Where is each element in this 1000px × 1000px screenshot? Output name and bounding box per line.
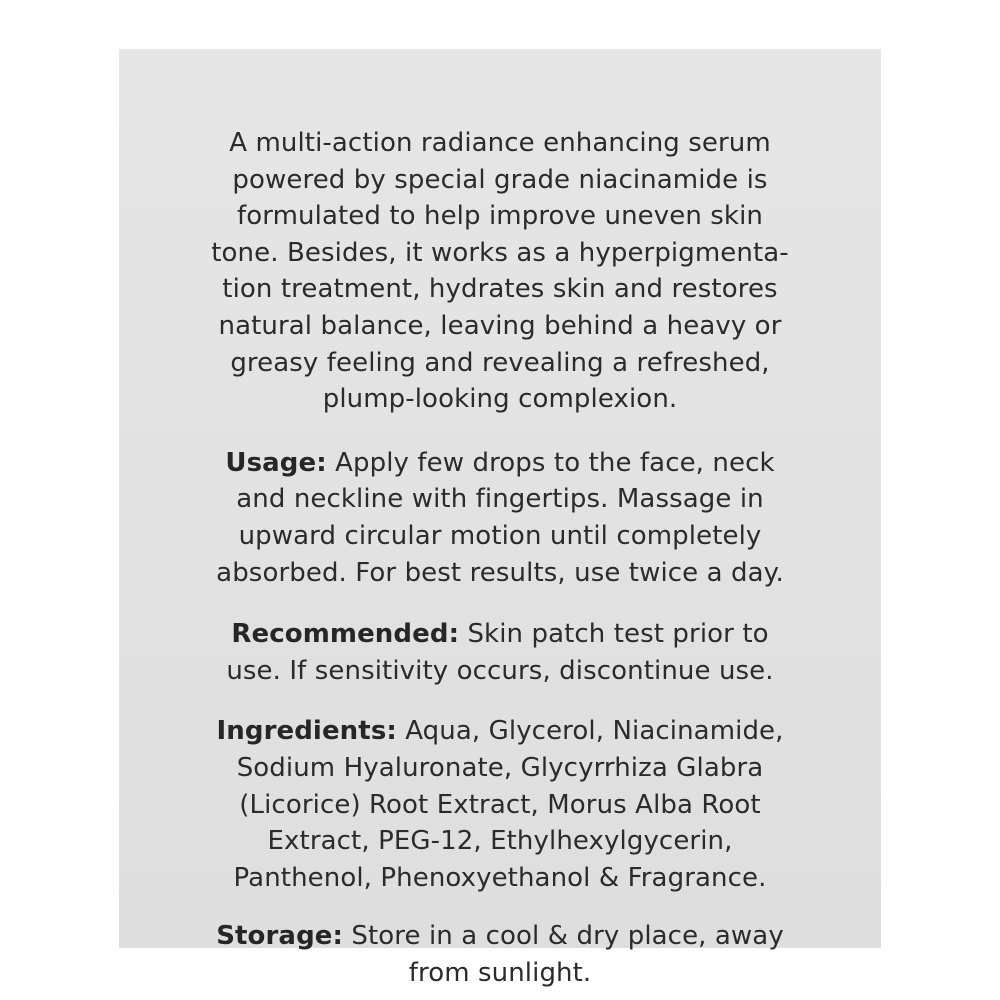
description-line: powered by special grade niacinamide is	[232, 164, 768, 195]
recommended-label: Recommended:	[231, 619, 460, 650]
ingredients-paragraph	[129, 713, 871, 896]
description-line: tion treatment, hydrates skin and restores	[222, 274, 778, 305]
description-line: greasy feeling and revealing a refreshed,	[230, 347, 770, 378]
storage-label: Storage:	[216, 921, 344, 952]
description-line: formulated to help improve uneven skin	[237, 201, 763, 232]
usage-line: upward circular motion until completely	[238, 520, 762, 551]
ingredients-line: (Licorice) Root Extract, Morus Alba Root	[239, 789, 761, 820]
ingredients-line: Aqua, Glycerol, Niacinamide,	[396, 716, 784, 747]
recommended-paragraph	[129, 616, 871, 689]
storage-line: from sunlight.	[408, 957, 592, 988]
storage-paragraph	[129, 918, 871, 991]
description-paragraph	[129, 125, 871, 418]
description-line: A multi-action radiance enhancing serum	[229, 128, 771, 158]
usage-label: Usage:	[225, 447, 327, 478]
usage-line: Apply few drops to the face, neck	[326, 447, 775, 478]
usage-line: absorbed. For best results, use twice a day.	[216, 557, 784, 588]
recommended-line: use. If sensitivity occurs, discontinue use.	[226, 655, 774, 686]
description-line: plump-looking complexion.	[322, 384, 678, 415]
description-line: tone. Besides, it works as a hyperpigmenta-	[211, 237, 789, 268]
description-line: natural balance, leaving behind a heavy or	[218, 310, 782, 341]
ingredients-line: Sodium Hyaluronate, Glycyrrhiza Glabra	[236, 752, 764, 783]
usage-paragraph	[129, 445, 871, 591]
ingredients-label: Ingredients:	[216, 716, 397, 747]
recommended-line: Skin patch test prior to	[459, 619, 769, 650]
ingredients-line: Panthenol, Phenoxyethanol & Fragrance.	[233, 862, 767, 893]
storage-line: Store in a cool & dry place, away	[343, 921, 784, 952]
ingredients-line: Extract, PEG-12, Ethylhexylgycerin,	[267, 826, 733, 857]
product-label-panel	[119, 49, 881, 988]
usage-line: and neckline with fingertips. Massage in	[236, 484, 764, 515]
